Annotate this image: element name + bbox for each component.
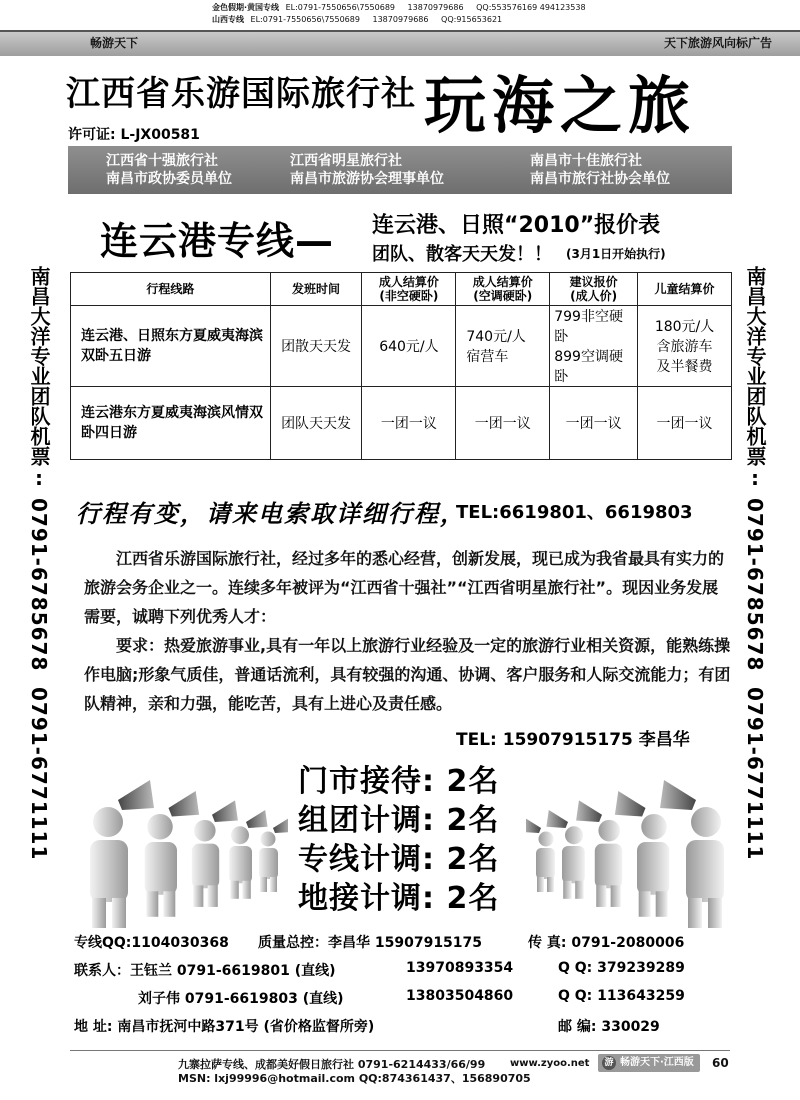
person-figure: [259, 818, 288, 892]
agency-name: 江西省乐游国际旅行社: [66, 74, 416, 114]
footer-website: www.zyoo.net: [510, 1058, 590, 1069]
contact-mobile-2: 13803504860: [406, 988, 514, 1004]
contact-person-1: 联系人：王钰兰 0791-6619801 (直线): [74, 963, 336, 979]
table-cell: 799非空硬卧 899空调硬卧: [550, 306, 638, 387]
honors-col-1: 江西省十强旅行社 南昌市政协委员单位: [106, 153, 232, 187]
contact-fax: 传 真: 0791-2080006: [528, 935, 685, 951]
footer-line-1: 九寨拉萨专线、成都美好假日旅行社 0791-6214433/66/99: [178, 1058, 486, 1071]
page-footer: [0, 1046, 800, 1100]
contact-postcode: 邮 编: 330029: [558, 1019, 660, 1035]
position-item: 地接计调: 2名: [298, 881, 500, 916]
contact-qq: 专线QQ:1104030368: [74, 935, 229, 951]
table-row: [71, 306, 732, 387]
intro-paragraph: 江西省乐游国际旅行社，经过多年的悉心经营，创新发展，现已成为我省最具有实力的旅游会务企业之一。连续多年被评为“江西省十强社”“江西省明星旅行社”。现因业务发展需要，诚聘下列优秀人才：: [84, 549, 725, 626]
table-cell: 团散天天发: [270, 306, 362, 387]
person-figure: [615, 791, 669, 917]
table-header: 成人结算价 (非空硬卧): [362, 273, 456, 306]
header-line-2: 山西专线 EL:0791-7550656\7550689 13870979686 QQ:915653621: [212, 15, 503, 24]
footer-line-2: MSN: lxj99996@hotmail.com QQ:874361437、156890705: [178, 1072, 531, 1085]
person-figure: [526, 818, 555, 892]
top-header: [0, 0, 800, 58]
table-cell: 团队天天发: [270, 387, 362, 460]
person-figure: [145, 791, 199, 917]
position-item: 门市接待: 2名: [298, 764, 500, 799]
honors-col-2: 江西省明星旅行社 南昌市旅游协会理事单位: [290, 153, 444, 187]
table-header: 成人结算价 (空调硬卧): [456, 273, 550, 306]
honors-col-3: 南昌市十佳旅行社 南昌市旅行社协会单位: [530, 153, 670, 187]
table-cell: 连云港、日照东方夏威夷海滨双卧五日游: [71, 306, 271, 387]
recruitment-tel: TEL: 15907915175 李昌华: [456, 730, 690, 750]
table-cell: 一团一议: [638, 387, 732, 460]
megaphone-people-right: [526, 760, 746, 930]
side-left-text: 南昌大洋专业团队机票: 0791-6785678 0791-6771111: [27, 266, 51, 861]
table-header-row: [71, 273, 732, 306]
contact-person-2: 刘子伟 0791-6619803 (直线): [138, 991, 344, 1007]
contact-qq-1: Q Q: 379239289: [558, 960, 685, 976]
slogan: 玩海之旅: [424, 69, 697, 142]
positions-list: [298, 762, 499, 918]
table-header: 发班时间: [270, 273, 362, 306]
contact-mobile-1: 13970893354: [406, 960, 514, 976]
table-header: 建议报价 (成人价): [550, 273, 638, 306]
recruitment-text: [84, 544, 734, 718]
person-figure: [90, 780, 154, 928]
contact-address: 地 址: 南昌市抚河中路371号 (省价格监督所旁): [74, 1019, 375, 1035]
table-cell: 连云港东方夏威夷海滨风情双卧四日游: [71, 387, 271, 460]
header-left-label: 畅游天下: [90, 36, 139, 50]
table-header: 行程线路: [71, 273, 271, 306]
table-cell: 一团一议: [550, 387, 638, 460]
honors-banner: [68, 146, 732, 194]
person-figure: [660, 780, 724, 928]
side-right-text: 南昌大洋专业团队机票: 0791-6785678 0791-6771111: [743, 266, 767, 861]
table-cell: 一团一议: [456, 387, 550, 460]
route-subtitle: 连云港、日照“2010”报价表: [372, 213, 661, 238]
footer-brand: 游 畅游天下·江西版: [598, 1054, 700, 1072]
header-contact-lines: [212, 2, 596, 26]
table-cell: 640元/人: [362, 306, 456, 387]
table-cell: 180元/人 含旅游车 及半餐费: [638, 306, 732, 387]
table-row: [71, 387, 732, 460]
table-header: 儿童结算价: [638, 273, 732, 306]
contact-quality: 质量总控：李昌华 15907915175: [258, 935, 483, 951]
position-item: 组团计调: 2名: [298, 803, 500, 838]
requirements-paragraph: 要求：热爱旅游事业,具有一年以上旅游行业经验及一定的旅游行业相关资源，能熟练操作电脑;形象气质佳，普通话流利，具有较强的沟通、协调、客户服务和人际交流能力；有团队精神，亲和力强，能吃苦，具有上进心及责任感。: [84, 636, 731, 713]
license-number: 许可证: L-JX00581: [68, 127, 200, 143]
itinerary-notice: 行程有变，请来电索取详细行程，: [76, 499, 466, 528]
megaphone-people-left: [68, 760, 288, 930]
header-right-label: 天下旅游风向标广告: [663, 36, 772, 50]
header-line-1: 金色假期·黄国专线 EL:0791-7550656\7550689 13870979686 QQ:553576169 494123538: [212, 3, 586, 12]
contact-qq-2: Q Q: 113643259: [558, 988, 685, 1004]
position-item: 专线计调: 2名: [298, 842, 500, 877]
route-subtitle-2: 团队、散客天天发！！: [372, 244, 552, 265]
footer-divider: [70, 1050, 730, 1051]
page-number: 60: [712, 1056, 729, 1070]
table-cell: 一团一议: [362, 387, 456, 460]
table-cell: 740元/人 宿营车: [456, 306, 550, 387]
route-effective-date: (3月1日开始执行): [566, 247, 666, 261]
itinerary-notice-tel: TEL:6619801、6619803: [456, 502, 693, 523]
route-title: 连云港专线—: [100, 219, 335, 263]
brand-logo-icon: 游: [602, 1056, 616, 1070]
price-table: [70, 272, 732, 460]
